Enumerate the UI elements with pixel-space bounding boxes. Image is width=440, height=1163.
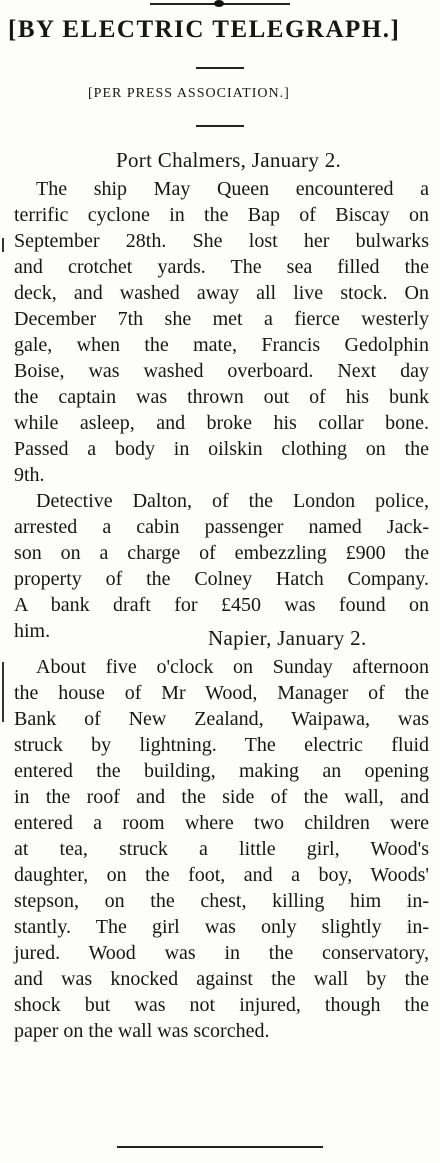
text-line: Detective Dalton, of the London police,: [36, 490, 429, 512]
text-line: son on a charge of embezzling £900 the: [14, 542, 429, 564]
text-line: deck, and washed away all live stock. On: [14, 282, 429, 304]
dateline-napier: Napier, January 2.: [208, 626, 367, 650]
text-line: stepson, on the chest, killing him in-: [14, 890, 429, 912]
text-line: A bank draft for £450 was found on: [14, 594, 429, 616]
subheading-rule: [196, 125, 244, 127]
text-line: The ship May Queen encountered a: [36, 178, 429, 200]
headline: [BY ELECTRIC TELEGRAPH.]: [8, 16, 401, 43]
headline-rule: [196, 67, 244, 69]
text-line: property of the Colney Hatch Company.: [14, 568, 429, 590]
text-line: while asleep, and broke his collar bone.: [14, 412, 429, 434]
text-line: Passed a body in oilskin clothing on the: [14, 438, 429, 460]
text-line: in the roof and the side of the wall, and: [14, 786, 429, 808]
text-line: jured. Wood was in the conservatory,: [14, 942, 429, 964]
text-line: entered a room where two children were: [14, 812, 429, 834]
text-line: 9th.: [14, 464, 45, 486]
text-line: arrested a cabin passenger named Jack-: [14, 516, 429, 538]
column-margin-mark: [2, 662, 4, 722]
text-line: December 7th she met a fierce westerly: [14, 308, 429, 330]
text-line: About five o'clock on Sunday afternoon: [36, 656, 429, 678]
bottom-divider: [117, 1146, 323, 1148]
column-margin-mark: [2, 238, 4, 252]
text-line: terrific cyclone in the Bap of Biscay on: [14, 204, 429, 226]
text-line: and crotchet yards. The sea filled the: [14, 256, 429, 278]
text-line: and was knocked against the wall by the: [14, 968, 429, 990]
text-line: the house of Mr Wood, Manager of the: [14, 682, 429, 704]
text-line: the captain was thrown out of his bunk: [14, 386, 429, 408]
text-line: daughter, on the foot, and a boy, Woods': [14, 864, 429, 886]
subheading: [PER PRESS ASSOCIATION.]: [88, 86, 290, 101]
text-line: paper on the wall was scorched.: [14, 1020, 270, 1042]
text-line: shock but was not injured, though the: [14, 994, 429, 1016]
text-line: gale, when the mate, Francis Gedolphin: [14, 334, 429, 356]
text-line: stantly. The girl was only slightly in-: [14, 916, 429, 938]
top-ornament: [214, 0, 224, 7]
text-line: Bank of New Zealand, Waipawa, was: [14, 708, 429, 730]
dateline-port-chalmers: Port Chalmers, January 2.: [116, 148, 342, 172]
text-line: Boise, was washed overboard. Next day: [14, 360, 429, 382]
text-line: him.: [14, 620, 51, 642]
text-line: at tea, struck a little girl, Wood's: [14, 838, 429, 860]
text-line: September 28th. She lost her bulwarks: [14, 230, 429, 252]
text-line: struck by lightning. The electric fluid: [14, 734, 429, 756]
text-line: entered the building, making an opening: [14, 760, 429, 782]
